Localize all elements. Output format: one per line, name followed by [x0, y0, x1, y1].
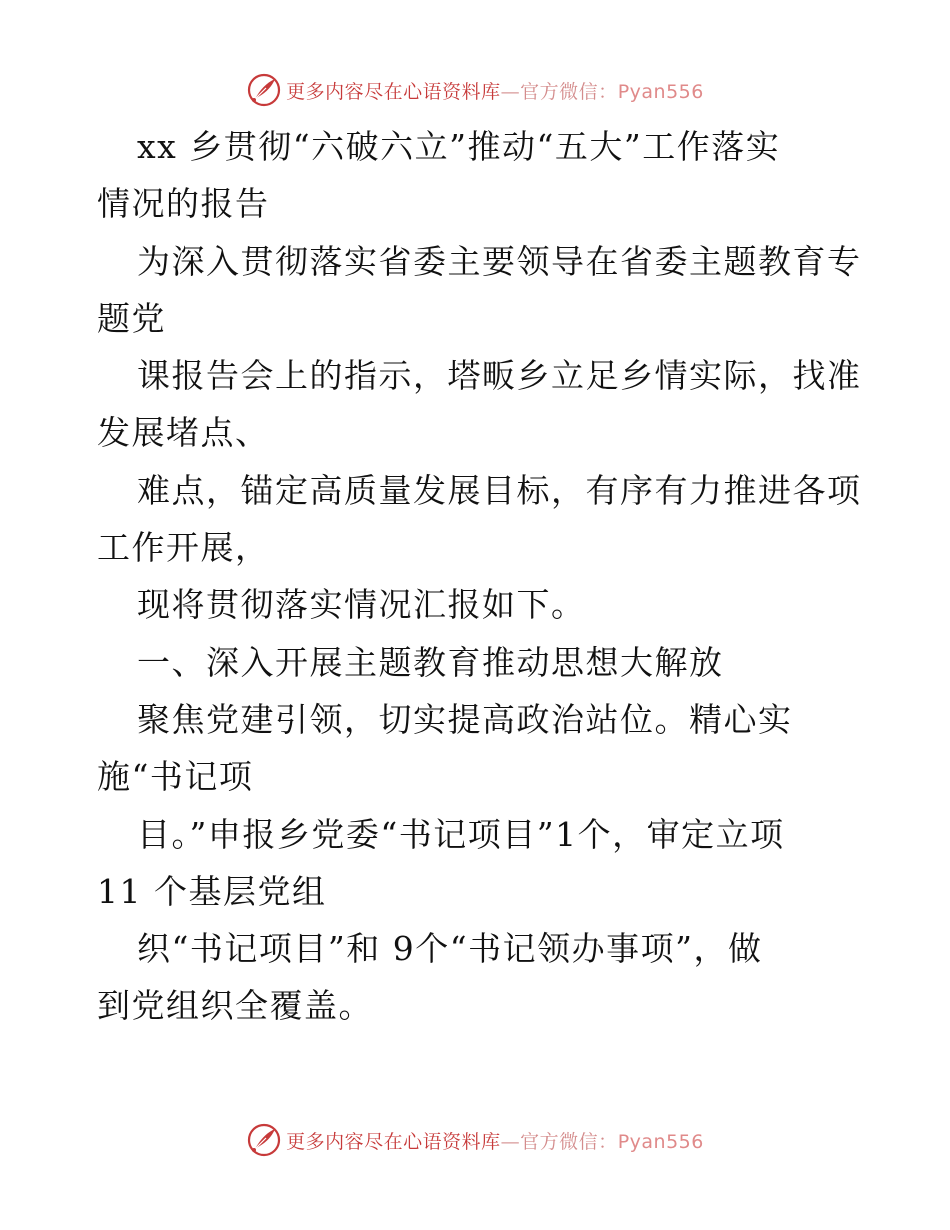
- feather-pen-logo-icon: [246, 1122, 282, 1158]
- header-banner-text: [286, 77, 704, 104]
- paragraph-line: 聚焦党建引领，切实提高政治站位。精心实: [137, 699, 793, 739]
- paragraph-line: 施“书记项: [97, 757, 254, 797]
- paragraph-line: 发展堵点、: [97, 413, 270, 453]
- header-banner-wechat-id: Pyan556: [617, 80, 704, 103]
- footer-banner-wechat-id: Pyan556: [617, 1130, 704, 1153]
- paragraph-line: 目。”申报乡党委“书记项目”1个，审定立项: [137, 814, 785, 854]
- paragraph-line: 11 个基层党组: [97, 871, 327, 911]
- paragraph-line: 题党: [97, 298, 166, 338]
- header-banner-inner: [246, 72, 704, 108]
- section-heading: 一、深入开展主题教育推动思想大解放: [137, 642, 724, 682]
- header-banner: [0, 70, 950, 110]
- feather-pen-logo-icon: [246, 72, 282, 108]
- header-banner-wechat-label: 官方微信：: [520, 80, 618, 103]
- paragraph-line: 织“书记项目”和 9个“书记领办事项”，做: [137, 929, 763, 969]
- header-banner-dash: —: [500, 80, 521, 103]
- footer-banner-dash: —: [500, 1130, 521, 1153]
- document-body: [97, 118, 862, 1035]
- document-title-line-1: xx 乡贯彻“六破六立”推动“五大”工作落实: [137, 127, 781, 166]
- paragraph-line: 现将贯彻落实情况汇报如下。: [137, 585, 586, 625]
- paragraph-line: 到党组织全覆盖。: [97, 986, 373, 1026]
- footer-banner-inner: [246, 1122, 704, 1158]
- paragraph-line: 为深入贯彻落实省委主要领导在省委主题教育专: [137, 241, 862, 281]
- paragraph-line: 工作开展，: [97, 528, 270, 568]
- header-banner-title: 更多内容尽在心语资料库: [286, 80, 501, 103]
- document-title-line-2: 情况的报告: [97, 184, 270, 224]
- footer-banner-wechat-label: 官方微信：: [520, 1130, 618, 1153]
- footer-banner-title: 更多内容尽在心语资料库: [286, 1130, 501, 1153]
- paragraph-line: 难点，锚定高质量发展目标，有序有力推进各项: [137, 470, 862, 510]
- footer-banner-text: [286, 1127, 704, 1154]
- footer-banner: [0, 1120, 950, 1160]
- paragraph-line: 课报告会上的指示，塔畈乡立足乡情实际，找准: [137, 356, 862, 396]
